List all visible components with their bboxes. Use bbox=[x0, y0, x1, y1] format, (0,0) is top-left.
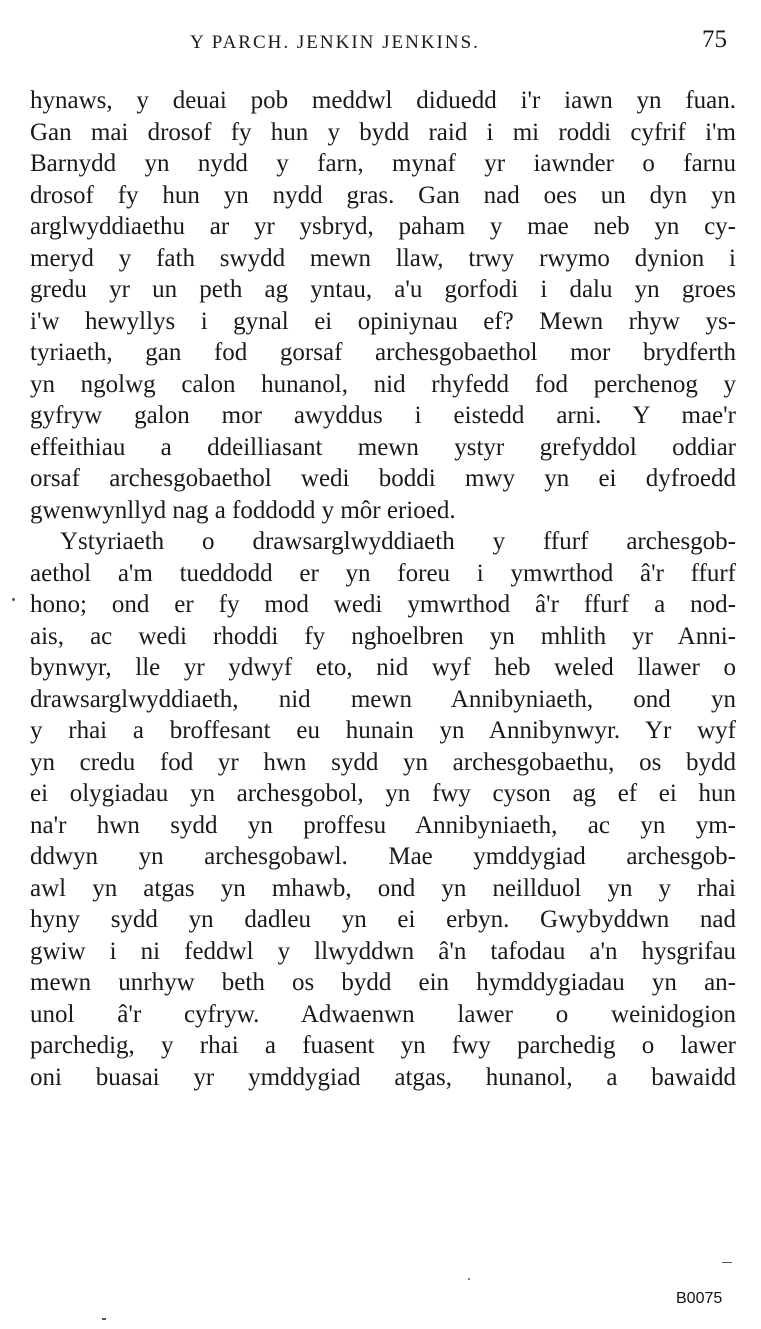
text-line: hono; ond er fy mod wedi ymwrthod â'r ffurf a nod- bbox=[30, 591, 736, 618]
text-line: ei olygiadau yn archesgobol, yn fwy cyson ag ef ei hun bbox=[30, 780, 736, 807]
text-line: y rhai a broffesant eu hunain yn Annibynwyr. Yr wyf bbox=[30, 717, 736, 744]
scan-speck bbox=[722, 1262, 732, 1263]
text-line: mewn unrhyw beth os bydd ein hymddygiadau yn an- bbox=[30, 969, 736, 996]
text-line: ddwyn yn archesgobawl. Mae ymddygiad archesgob- bbox=[30, 843, 736, 870]
text-line: tyriaeth, gan fod gorsaf archesgobaethol mor brydferth bbox=[30, 339, 736, 366]
text-line: i'w hewyllys i gynal ei opiniynau ef? Mewn rhyw ys- bbox=[30, 307, 736, 335]
text-line: gwenwynllyd nag a foddodd y môr erioed. bbox=[30, 496, 456, 524]
scan-speck bbox=[102, 1318, 106, 1320]
text-line: parchedig, y rhai a fuasent yn fwy parchedig o lawer bbox=[30, 1032, 736, 1059]
text-line: bynwyr, lle yr ydwyf eto, nid wyf heb weled llawer o bbox=[30, 654, 736, 681]
text-line: Ystyriaeth o drawsarglwyddiaeth y ffurf archesgob- bbox=[60, 528, 736, 555]
text-line: unol â'r cyfryw. Adwaenwn lawer o weinidogion bbox=[30, 1000, 736, 1028]
text-line: awl yn atgas yn mhawb, ond yn neillduol yn y rhai bbox=[30, 874, 736, 902]
running-title: Y PARCH. JENKIN JENKINS. bbox=[190, 32, 480, 53]
text-line: oni buasai yr ymddygiad atgas, hunanol, a bawaidd bbox=[30, 1063, 736, 1091]
body-text bbox=[30, 85, 736, 1093]
text-line: Barnydd yn nydd y farn, mynaf yr iawnder o farnu bbox=[30, 150, 736, 177]
scan-speck bbox=[12, 598, 15, 601]
text-line: gredu yr un peth ag yntau, a'u gorfodi i dalu yn groes bbox=[30, 276, 736, 303]
text-line: hynaws, y deuai pob meddwl diduedd i'r iawn yn fuan. bbox=[30, 87, 736, 114]
text-line: ais, ac wedi rhoddi fy nghoelbren yn mhlith yr Anni- bbox=[30, 622, 736, 650]
footer-code: B0075 bbox=[676, 1290, 723, 1307]
text-line: meryd y fath swydd mewn llaw, trwy rwymo dynion i bbox=[30, 244, 736, 272]
text-line: yn credu fod yr hwn sydd yn archesgobaethu, os bydd bbox=[30, 748, 736, 776]
text-line: arglwyddiaethu ar yr ysbryd, paham y mae neb yn cy- bbox=[30, 213, 736, 240]
text-line: na'r hwn sydd yn proffesu Annibyniaeth, ac yn ym- bbox=[30, 811, 736, 839]
text-line: effeithiau a ddeilliasant mewn ystyr grefyddol oddiar bbox=[30, 433, 736, 461]
text-line: drawsarglwyddiaeth, nid mewn Annibyniaeth, ond yn bbox=[30, 685, 736, 713]
running-head bbox=[0, 26, 761, 60]
text-line: orsaf archesgobaethol wedi boddi mwy yn ei dyfroedd bbox=[30, 465, 736, 492]
text-line: hyny sydd yn dadleu yn ei erbyn. Gwybyddwn nad bbox=[30, 906, 736, 933]
page-number: 75 bbox=[702, 26, 727, 53]
text-line: aethol a'm tueddodd er yn foreu i ymwrthod â'r ffurf bbox=[30, 559, 736, 587]
text-line: drosof fy hun yn nydd gras. Gan nad oes un dyn yn bbox=[30, 181, 736, 209]
text-line: gyfryw galon mor awyddus i eistedd arni. Y mae'r bbox=[30, 402, 736, 429]
scan-speck bbox=[468, 1278, 470, 1280]
text-line: yn ngolwg calon hunanol, nid rhyfedd fod perchenog y bbox=[30, 370, 736, 398]
text-line: gwiw i ni feddwl y llwyddwn â'n tafodau a'n hysgrifau bbox=[30, 937, 736, 965]
text-line: Gan mai drosof fy hun y bydd raid i mi roddi cyfrif i'm bbox=[30, 118, 736, 146]
